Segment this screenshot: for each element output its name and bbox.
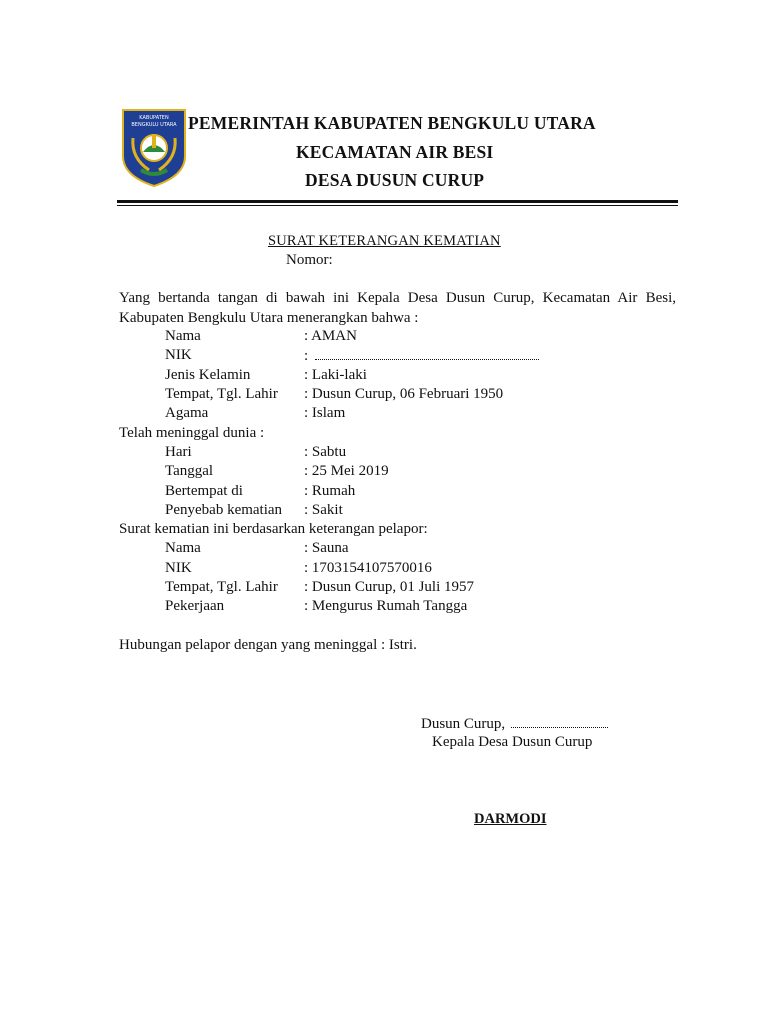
deceased-name-label: Nama <box>165 328 201 344</box>
deceased-name-value: : AMAN <box>304 328 357 344</box>
deceased-nik-label: NIK <box>165 347 192 363</box>
nik-blank-dots <box>315 347 539 360</box>
death-day-value: : Sabtu <box>304 444 347 460</box>
letterhead-divider-thin <box>117 205 678 206</box>
signature-position: Kepala Desa Dusun Curup <box>432 734 593 750</box>
letterhead-government: PEMERINTAH KABUPATEN BENGKULU UTARA <box>188 113 596 133</box>
letterhead-district: KECAMATAN AIR BESI <box>296 142 494 162</box>
death-date-label: Tanggal <box>165 463 214 479</box>
deceased-birth-label: Tempat, Tgl. Lahir <box>165 386 278 402</box>
relation-statement: Hubungan pelapor dengan yang meninggal : Istri. <box>119 637 417 653</box>
letterhead-village: DESA DUSUN CURUP <box>305 170 485 190</box>
reporter-birth-value: : Dusun Curup, 01 Juli 1957 <box>304 579 475 595</box>
death-place-value: : Rumah <box>304 483 356 499</box>
reporter-name-value: : Sauna <box>304 540 349 556</box>
death-day-label: Hari <box>165 444 192 460</box>
death-place-label: Bertempat di <box>165 483 243 499</box>
reporter-job-label: Pekerjaan <box>165 598 225 614</box>
logo-text-top: KABUPATEN <box>139 115 169 121</box>
reporter-heading: Surat kematian ini berdasarkan keterangan pelapor: <box>119 521 428 537</box>
reporter-nik-label: NIK <box>165 560 192 576</box>
regency-emblem-logo <box>119 108 189 188</box>
date-blank-dots <box>511 715 608 728</box>
intro-paragraph: Yang bertanda tangan di bawah ini Kepala Desa Dusun Curup, Kecamatan Air Besi, Kabupaten Bengkulu Utara menerangkan bahwa : <box>119 290 676 326</box>
reporter-name-label: Nama <box>165 540 201 556</box>
deceased-gender-label: Jenis Kelamin <box>165 367 251 383</box>
deceased-nik-value: : <box>304 347 539 365</box>
death-date-value: : 25 Mei 2019 <box>304 463 389 479</box>
deceased-gender-value: : Laki-laki <box>304 367 367 383</box>
reporter-birth-label: Tempat, Tgl. Lahir <box>165 579 278 595</box>
signature-name: DARMODI <box>474 811 547 827</box>
reporter-job-value: : Mengurus Rumah Tangga <box>304 598 468 614</box>
death-heading: Telah meninggal dunia : <box>119 425 265 441</box>
signature-place: Dusun Curup, <box>421 715 608 733</box>
death-cause-label: Penyebab kematian <box>165 502 283 518</box>
death-cause-value: : Sakit <box>304 502 343 518</box>
letterhead-divider-thick <box>117 200 678 203</box>
emblem-icon <box>119 108 189 188</box>
deceased-religion-label: Agama <box>165 405 209 421</box>
document-number-label: Nomor: <box>286 252 333 268</box>
deceased-birth-value: : Dusun Curup, 06 Februari 1950 <box>304 386 504 402</box>
logo-text-mid: BENGKULU UTARA <box>131 122 177 128</box>
reporter-nik-value: : 1703154107570016 <box>304 560 432 576</box>
deceased-religion-value: : Islam <box>304 405 346 421</box>
document-title: SURAT KETERANGAN KEMATIAN <box>268 233 501 249</box>
